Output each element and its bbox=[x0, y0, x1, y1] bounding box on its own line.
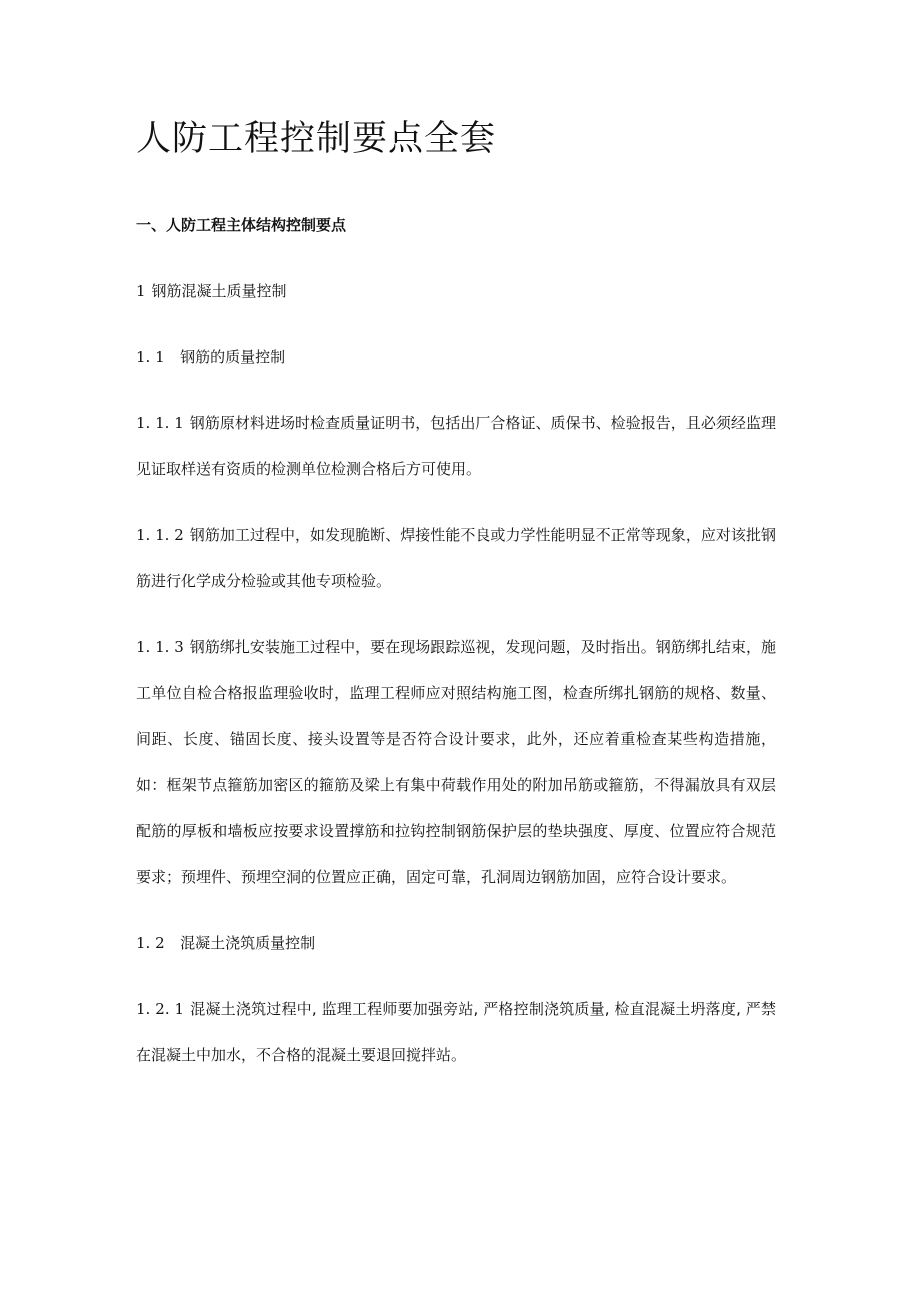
clause-text: 钢筋加工过程中，如发现脆断、焊接性能不良或力学性能明显不正常等现象，应对该批钢筋进行化学成分检验或其他专项检验。 bbox=[136, 526, 776, 590]
clause-number: 1. 1. 1 bbox=[136, 414, 184, 432]
paragraph bbox=[136, 400, 776, 492]
subsubsection-number: 1. 1 bbox=[136, 348, 165, 366]
document-title: 人防工程控制要点全套 bbox=[136, 119, 497, 159]
paragraph bbox=[136, 512, 776, 604]
subsection-heading bbox=[136, 268, 776, 314]
paragraph bbox=[136, 986, 776, 1078]
document-body bbox=[136, 202, 776, 1098]
clause-number: 1. 1. 2 bbox=[136, 526, 184, 544]
clause-text: 混凝土浇筑过程中, 监理工程师要加强旁站, 严格控制浇筑质量, 检直混凝土坍落度, 严禁在混凝土中加水，不合格的混凝土要退回搅拌站。 bbox=[136, 1000, 776, 1064]
subsubsection-number: 1. 2 bbox=[136, 934, 165, 952]
subsubsection-heading bbox=[136, 334, 776, 380]
section-heading: 一、人防工程主体结构控制要点 bbox=[136, 216, 347, 234]
clause-text: 钢筋绑扎安装施工过程中，要在现场跟踪巡视，发现问题，及时指出。钢筋绑扎结束，施工单位自检合格报监理验收时，监理工程师应对照结构施工图，检查所绑扎钢筋的规格、数量、间距、长度、锚固长度、接头设置等是否符合设计要求，此外，还应着重检查某些构造措施，如：框架节点箍筋加密区的箍筋及梁上有集中荷载作用处的附加吊筋或箍筋，不得漏放具有双层配筋的厚板和墙板应按要求设置撑筋和拉钩控制钢筋保护层的垫块强度、厚度、位置应符合规范要求；预埋件、预埋空洞的位置应正确，固定可靠，孔洞周边钢筋加固，应符合设计要求。 bbox=[136, 638, 776, 886]
paragraph bbox=[136, 624, 776, 900]
clause-number: 1. 2. 1 bbox=[136, 1000, 185, 1018]
clause-text: 钢筋原材料进场时检查质量证明书，包括出厂合格证、质保书、检验报告，且必须经监理见证取样送有资质的检测单位检测合格后方可使用。 bbox=[136, 414, 776, 478]
subsubsection-text: 钢筋的质量控制 bbox=[180, 348, 286, 366]
subsubsection-heading bbox=[136, 920, 776, 966]
clause-number: 1. 1. 3 bbox=[136, 638, 184, 656]
subsection-text: 钢筋混凝土质量控制 bbox=[151, 282, 287, 300]
subsubsection-text: 混凝土浇筑质量控制 bbox=[180, 934, 316, 952]
subsection-number: 1 bbox=[136, 282, 146, 300]
